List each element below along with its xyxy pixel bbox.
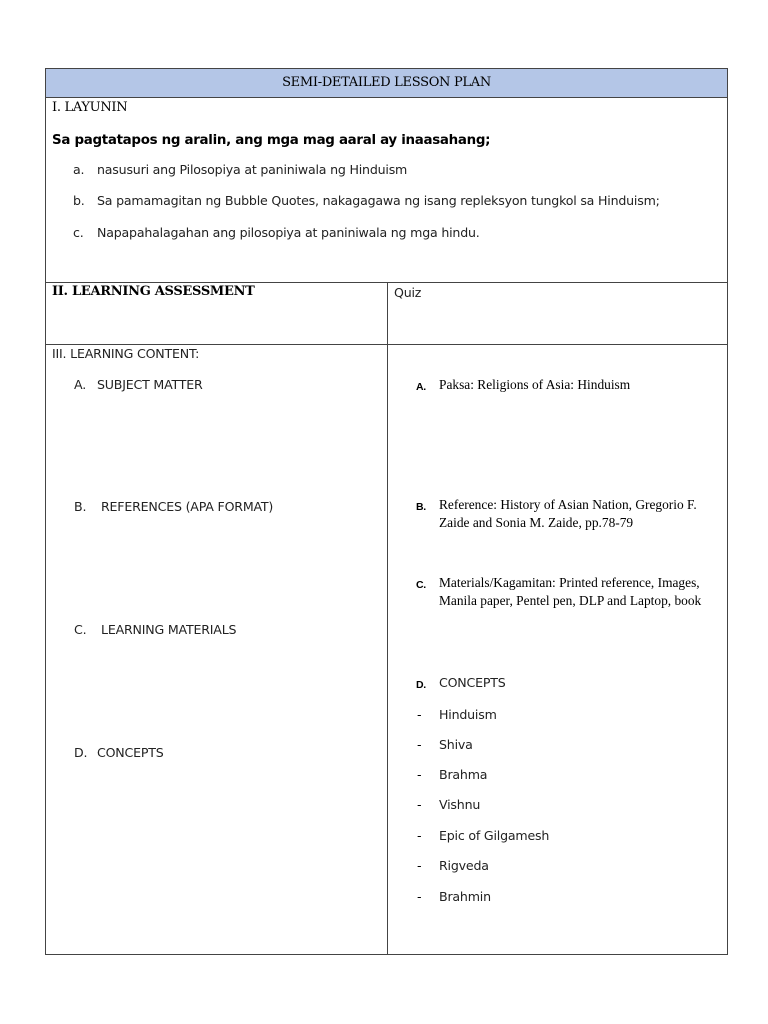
lesson-plan-table — [45, 68, 728, 955]
concept-bullet: - — [417, 797, 422, 812]
subject-matter-marker: A. — [74, 377, 86, 392]
references-marker: B. — [74, 499, 87, 514]
objective-c-text: Napapahalagahan ang pilosopiya at paniniwala ng mga hindu. — [97, 225, 480, 240]
content-heading: III. LEARNING CONTENT: — [52, 346, 200, 361]
concept-bullet: - — [417, 737, 422, 752]
concepts-heading-marker: D. — [416, 679, 426, 691]
concepts-marker: D. — [74, 745, 88, 760]
concept-item: Epic of Gilgamesh — [439, 828, 550, 843]
assessment-value: Quiz — [394, 285, 422, 300]
paksa-marker: A. — [416, 381, 426, 393]
objective-a-text: nasusuri ang Pilosopiya at paniniwala ng Hinduism — [97, 162, 408, 177]
objective-a-marker: a. — [73, 162, 85, 177]
assessment-heading: II. LEARNING ASSESSMENT — [52, 284, 255, 299]
concept-bullet: - — [417, 767, 422, 782]
reference-text: Reference: History of Asian Nation, Gregorio F. Zaide and Sonia M. Zaide, pp.78-79 — [439, 497, 697, 530]
materials-text: Materials/Kagamitan: Printed reference, Images, Manila paper, Pentel pen, DLP and Laptop, book — [439, 575, 702, 608]
concept-bullet: - — [417, 858, 422, 873]
layunin-intro: Sa pagtatapos ng aralin, ang mga mag aaral ay inaasahang; — [52, 133, 491, 148]
learning-materials-label: LEARNING MATERIALS — [101, 622, 237, 637]
concepts-label: CONCEPTS — [97, 745, 164, 760]
references-label: REFERENCES (APA FORMAT) — [101, 499, 274, 514]
column-divider — [387, 282, 388, 954]
materials-marker: C. — [416, 579, 426, 591]
concept-bullet: - — [417, 889, 422, 904]
lesson-plan-title: SEMI-DETAILED LESSON PLAN — [46, 69, 727, 98]
concept-item: Brahma — [439, 767, 488, 782]
paksa-text: Paksa: Religions of Asia: Hinduism — [439, 377, 631, 392]
objective-b-marker: b. — [73, 193, 85, 208]
objective-b-text: Sa pamamagitan ng Bubble Quotes, nakagagawa ng isang repleksyon tungkol sa Hinduism; — [97, 193, 660, 208]
learning-materials-marker: C. — [74, 622, 87, 637]
concept-item: Shiva — [439, 737, 473, 752]
concept-bullet: - — [417, 828, 422, 843]
concepts-heading: CONCEPTS — [439, 675, 506, 690]
layunin-heading: I. LAYUNIN — [52, 100, 128, 115]
concept-bullet: - — [417, 707, 422, 722]
concept-item: Vishnu — [439, 797, 481, 812]
reference-marker: B. — [416, 501, 426, 513]
concept-item: Hinduism — [439, 707, 497, 722]
objective-c-marker: c. — [73, 225, 84, 240]
concept-item: Brahmin — [439, 889, 491, 904]
concept-item: Rigveda — [439, 858, 489, 873]
subject-matter-label: SUBJECT MATTER — [97, 377, 203, 392]
